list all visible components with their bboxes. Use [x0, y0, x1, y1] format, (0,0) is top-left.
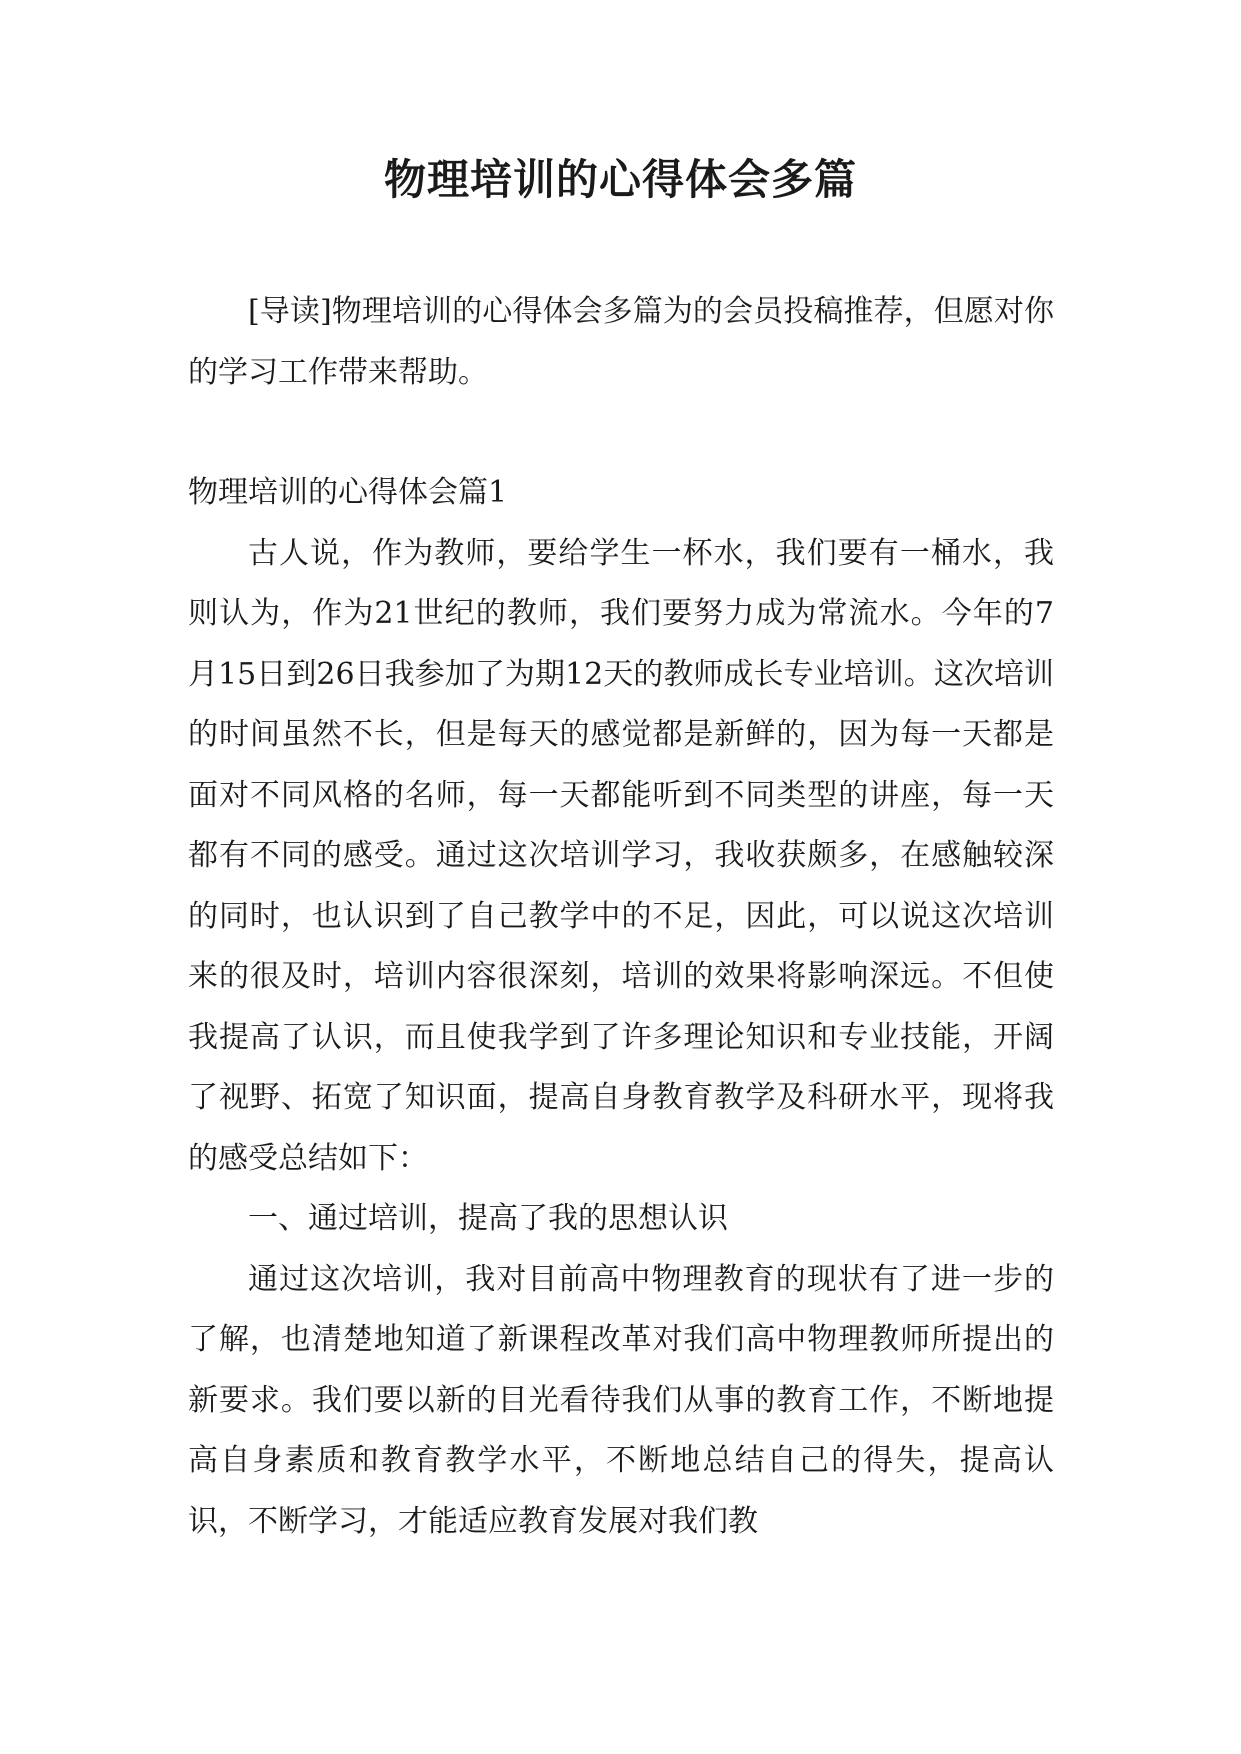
document-title: 物理培训的心得体会多篇	[383, 155, 857, 204]
section-heading: 物理培训的心得体会篇1	[188, 475, 508, 510]
body-paragraph: 通过这次培训，我对目前高中物理教育的现状有了进一步的了解，也清楚地知道了新课程改革对我们高中物理教师所提出的新要求。我们要以新的目光看待我们从事的教育工作，不断地提高自身素质和教育教学水平，不断地总结自己的得失，提高认识，不断学习，才能适应教育发展对我们教	[188, 1261, 1054, 1539]
subheading-paragraph: 一、通过培训，提高了我的思想认识	[248, 1201, 728, 1236]
document-body	[188, 282, 1054, 1552]
body-paragraph: 古人说，作为教师，要给学生一杯水，我们要有一桶水，我则认为，作为21世纪的教师，我们要努力成为常流水。今年的7月15日到26日我参加了为期12天的教师成长专业培训。这次培训的时间虽然不长，但是每天的感觉都是新鲜的，因为每一天都是面对不同风格的名师，每一天都能听到不同类型的讲座，每一天都有不同的感受。通过这次培训学习，我收获颇多，在感触较深的同时，也认识到了自己教学中的不足，因此，可以说这次培训来的很及时，培训内容很深刻，培训的效果将影响深远。不但使我提高了认识，而且使我学到了许多理论知识和专业技能，开阔了视野、拓宽了知识面，提高自身教育教学及科研水平，现将我的感受总结如下：	[188, 535, 1054, 1176]
intro-paragraph: [导读]物理培训的心得体会多篇为的会员投稿推荐，但愿对你的学习工作带来帮助。	[188, 294, 1054, 390]
